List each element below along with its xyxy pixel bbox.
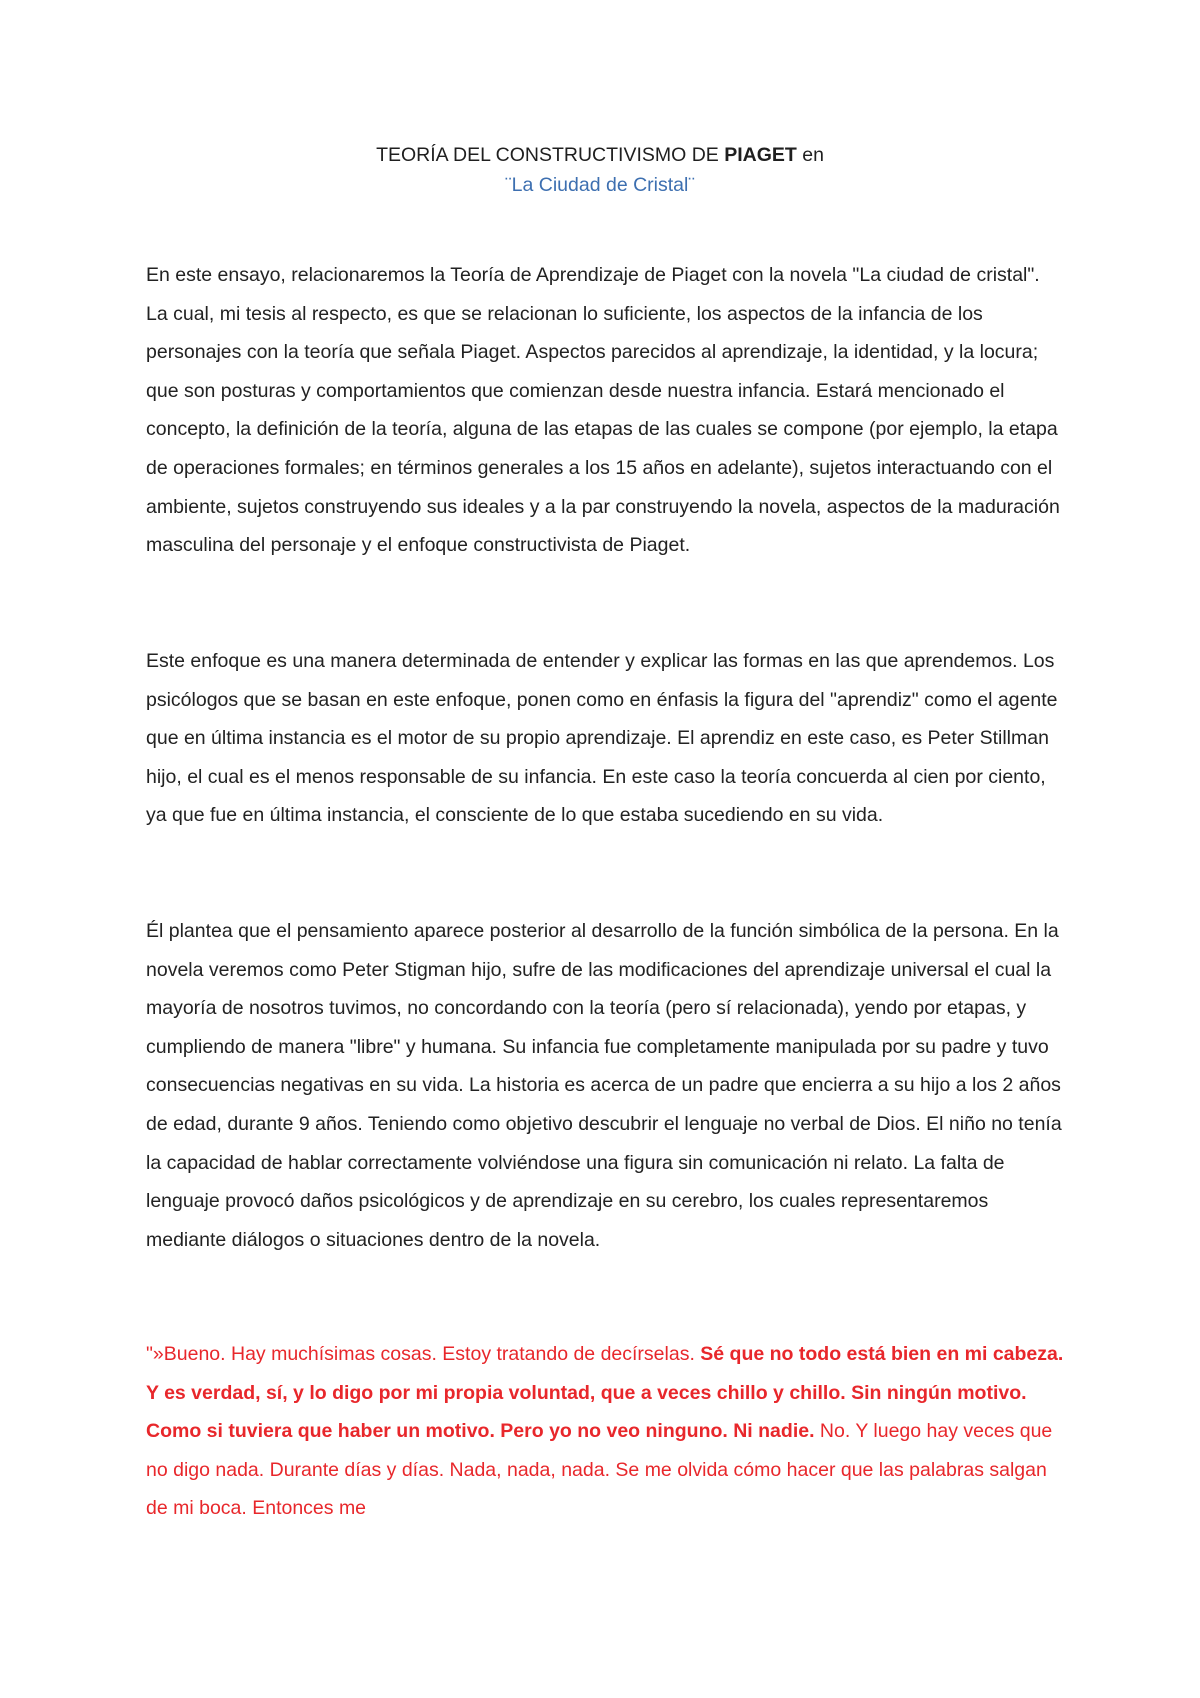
quote-part-2: No. Y luego hay veces que no digo nada. Durante días y días. Nada, nada, nada. Se me olvida cómo hacer que las palabras salgan de mi boca. Entonces me [146,1420,1053,1520]
title-line [0,140,1200,170]
document-title [0,140,1200,200]
document-subtitle: ¨La Ciudad de Cristal¨ [505,174,695,196]
novel-quote [146,1335,1066,1528]
paragraph-approach: Este enfoque es una manera determinada de entender y explicar las formas en las que aprendemos. Los psicólogos que se basan en este enfoque, ponen como en énfasis la figura del "aprendiz" como el agente que en última instancia es el motor de su propio aprendizaje. El aprendiz en este caso, es Peter Stillman hijo, el cual es el menos responsable de su infancia. En este caso la teoría concuerda al cien por ciento, ya que fue en última instancia, el consciente de lo que estaba sucediendo en su vida. [146,650,1058,827]
quote-part-1: "»Bueno. Hay muchísimas cosas. Estoy tratando de decírselas. [146,1343,701,1365]
quote-bold: Sé que no todo está bien en mi cabeza. Y es verdad, sí, y lo digo por mi propia voluntad, que a veces chillo y chillo. Sin ningún motivo. Como si tuviera que haber un motivo. Pero yo no veo ninguno. Ni nadie. [146,1343,1064,1443]
title-suffix: en [796,144,824,166]
title-prefix: TEORÍA DEL CONSTRUCTIVISMO DE [376,144,725,166]
paragraph-intro: En este ensayo, relacionaremos la Teoría de Aprendizaje de Piaget con la novela "La ciudad de cristal". La cual, mi tesis al respecto, es que se relacionan lo suficiente, los aspectos de la infancia de los personajes con la teoría que señala Piaget. Aspectos parecidos al aprendizaje, la identidad, y la locura; que son posturas y comportamientos que comienzan desde nuestra infancia. Estará mencionado el concepto, la definición de la teoría, alguna de las etapas de las cuales se compone (por ejemplo, la etapa de operaciones formales; en términos generales a los 15 años en adelante), sujetos interactuando con el ambiente, sujetos construyendo sus ideales y a la par construyendo la novela, aspectos de la maduración masculina del personaje y el enfoque constructivista de Piaget. [146,264,1060,557]
paragraph-thought: Él plantea que el pensamiento aparece posterior al desarrollo de la función simbólica de la persona. En la novela veremos como Peter Stigman hijo, sufre de las modificaciones del aprendizaje universal el cual la mayoría de nosotros tuvimos, no concordando con la teoría (pero sí relacionada), yendo por etapas, y cumpliendo de manera "libre" y humana. Su infancia fue completamente manipulada por su padre y tuvo consecuencias negativas en su vida. La historia es acerca de un padre que encierra a su hijo a los 2 años de edad, durante 9 años. Teniendo como objetivo descubrir el lenguaje no verbal de Dios. El niño no tenía la capacidad de hablar correctamente volviéndose una figura sin comunicación ni relato. La falta de lenguaje provocó daños psicológicos y de aprendizaje en su cerebro, los cuales representaremos mediante diálogos o situaciones dentro de la novela. [146,920,1062,1251]
title-author: PIAGET [724,144,797,166]
